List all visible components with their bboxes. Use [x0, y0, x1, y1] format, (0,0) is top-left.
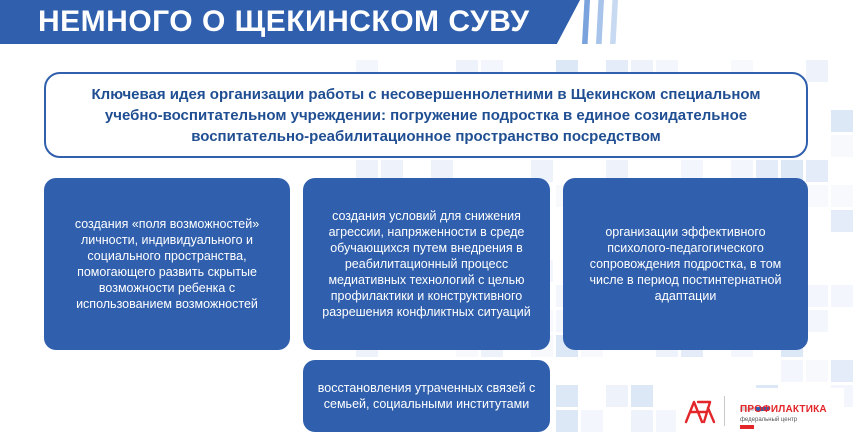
card-text: организации эффективного психолого-педагогического сопровождения подростка, в том числе в период постинтернатной адаптации — [589, 225, 782, 303]
logo-divider — [724, 396, 725, 426]
mosaic-tile — [556, 385, 578, 407]
key-idea-box — [44, 72, 808, 158]
header-stripes — [582, 0, 722, 44]
mosaic-tile — [831, 210, 853, 232]
logo-subtitle: федеральный центр — [740, 417, 798, 423]
mosaic-tile — [806, 285, 828, 307]
mosaic-tile — [831, 110, 853, 132]
mosaic-tile — [806, 160, 828, 182]
mosaic-tile — [581, 410, 603, 432]
card-field-of-possibilities — [44, 178, 290, 350]
card-text: создания условий для снижения агрессии, напряженности в среде обучающихся путем внедрения в реабилитационный процесс медиативных технологий с целью профилактики и конструктивного разрешения конфликтных ситуаций — [322, 209, 531, 319]
logo-name: ПРОФИЛАКТИКА — [740, 404, 827, 415]
mosaic-tile — [556, 410, 578, 432]
mosaic-tile — [806, 360, 828, 382]
mosaic-tile — [806, 310, 828, 332]
mosaic-tile — [806, 60, 828, 82]
mosaic-tile — [831, 285, 853, 307]
profilaktika-logo — [676, 388, 844, 434]
mosaic-tile — [631, 385, 653, 407]
card-family-ties — [303, 360, 550, 432]
card-text: создания «поля возможностей» личности, индивидуального и социального пространства, помогающего развить скрытые возможности ребенка с использованием возможностей — [74, 217, 260, 311]
mosaic-tile — [806, 185, 828, 207]
card-psychological-support — [563, 178, 808, 350]
card-mediation-technologies — [303, 178, 550, 350]
mosaic-tile — [831, 135, 853, 157]
key-idea-text: Ключевая идея организации работы с несовершеннолетними в Щекинском специальном учебно-воспитательном учреждении: погружение подростка в единое созидательное воспитательно-реабилитационное пространство посредством — [91, 85, 761, 145]
logo-flag-icon — [740, 398, 784, 402]
mosaic-tile — [781, 360, 803, 382]
mosaic-tile — [656, 410, 678, 432]
mosaic-tile — [606, 385, 628, 407]
mosaic-tile — [831, 360, 853, 382]
mosaic-tile — [631, 410, 653, 432]
logo-mark-icon — [682, 396, 718, 426]
mosaic-tile — [831, 185, 853, 207]
page-title: НЕМНОГО О ЩЕКИНСКОМ СУВУ — [38, 5, 530, 38]
card-text: восстановления утраченных связей с семьей, социальными институтами — [317, 381, 536, 411]
